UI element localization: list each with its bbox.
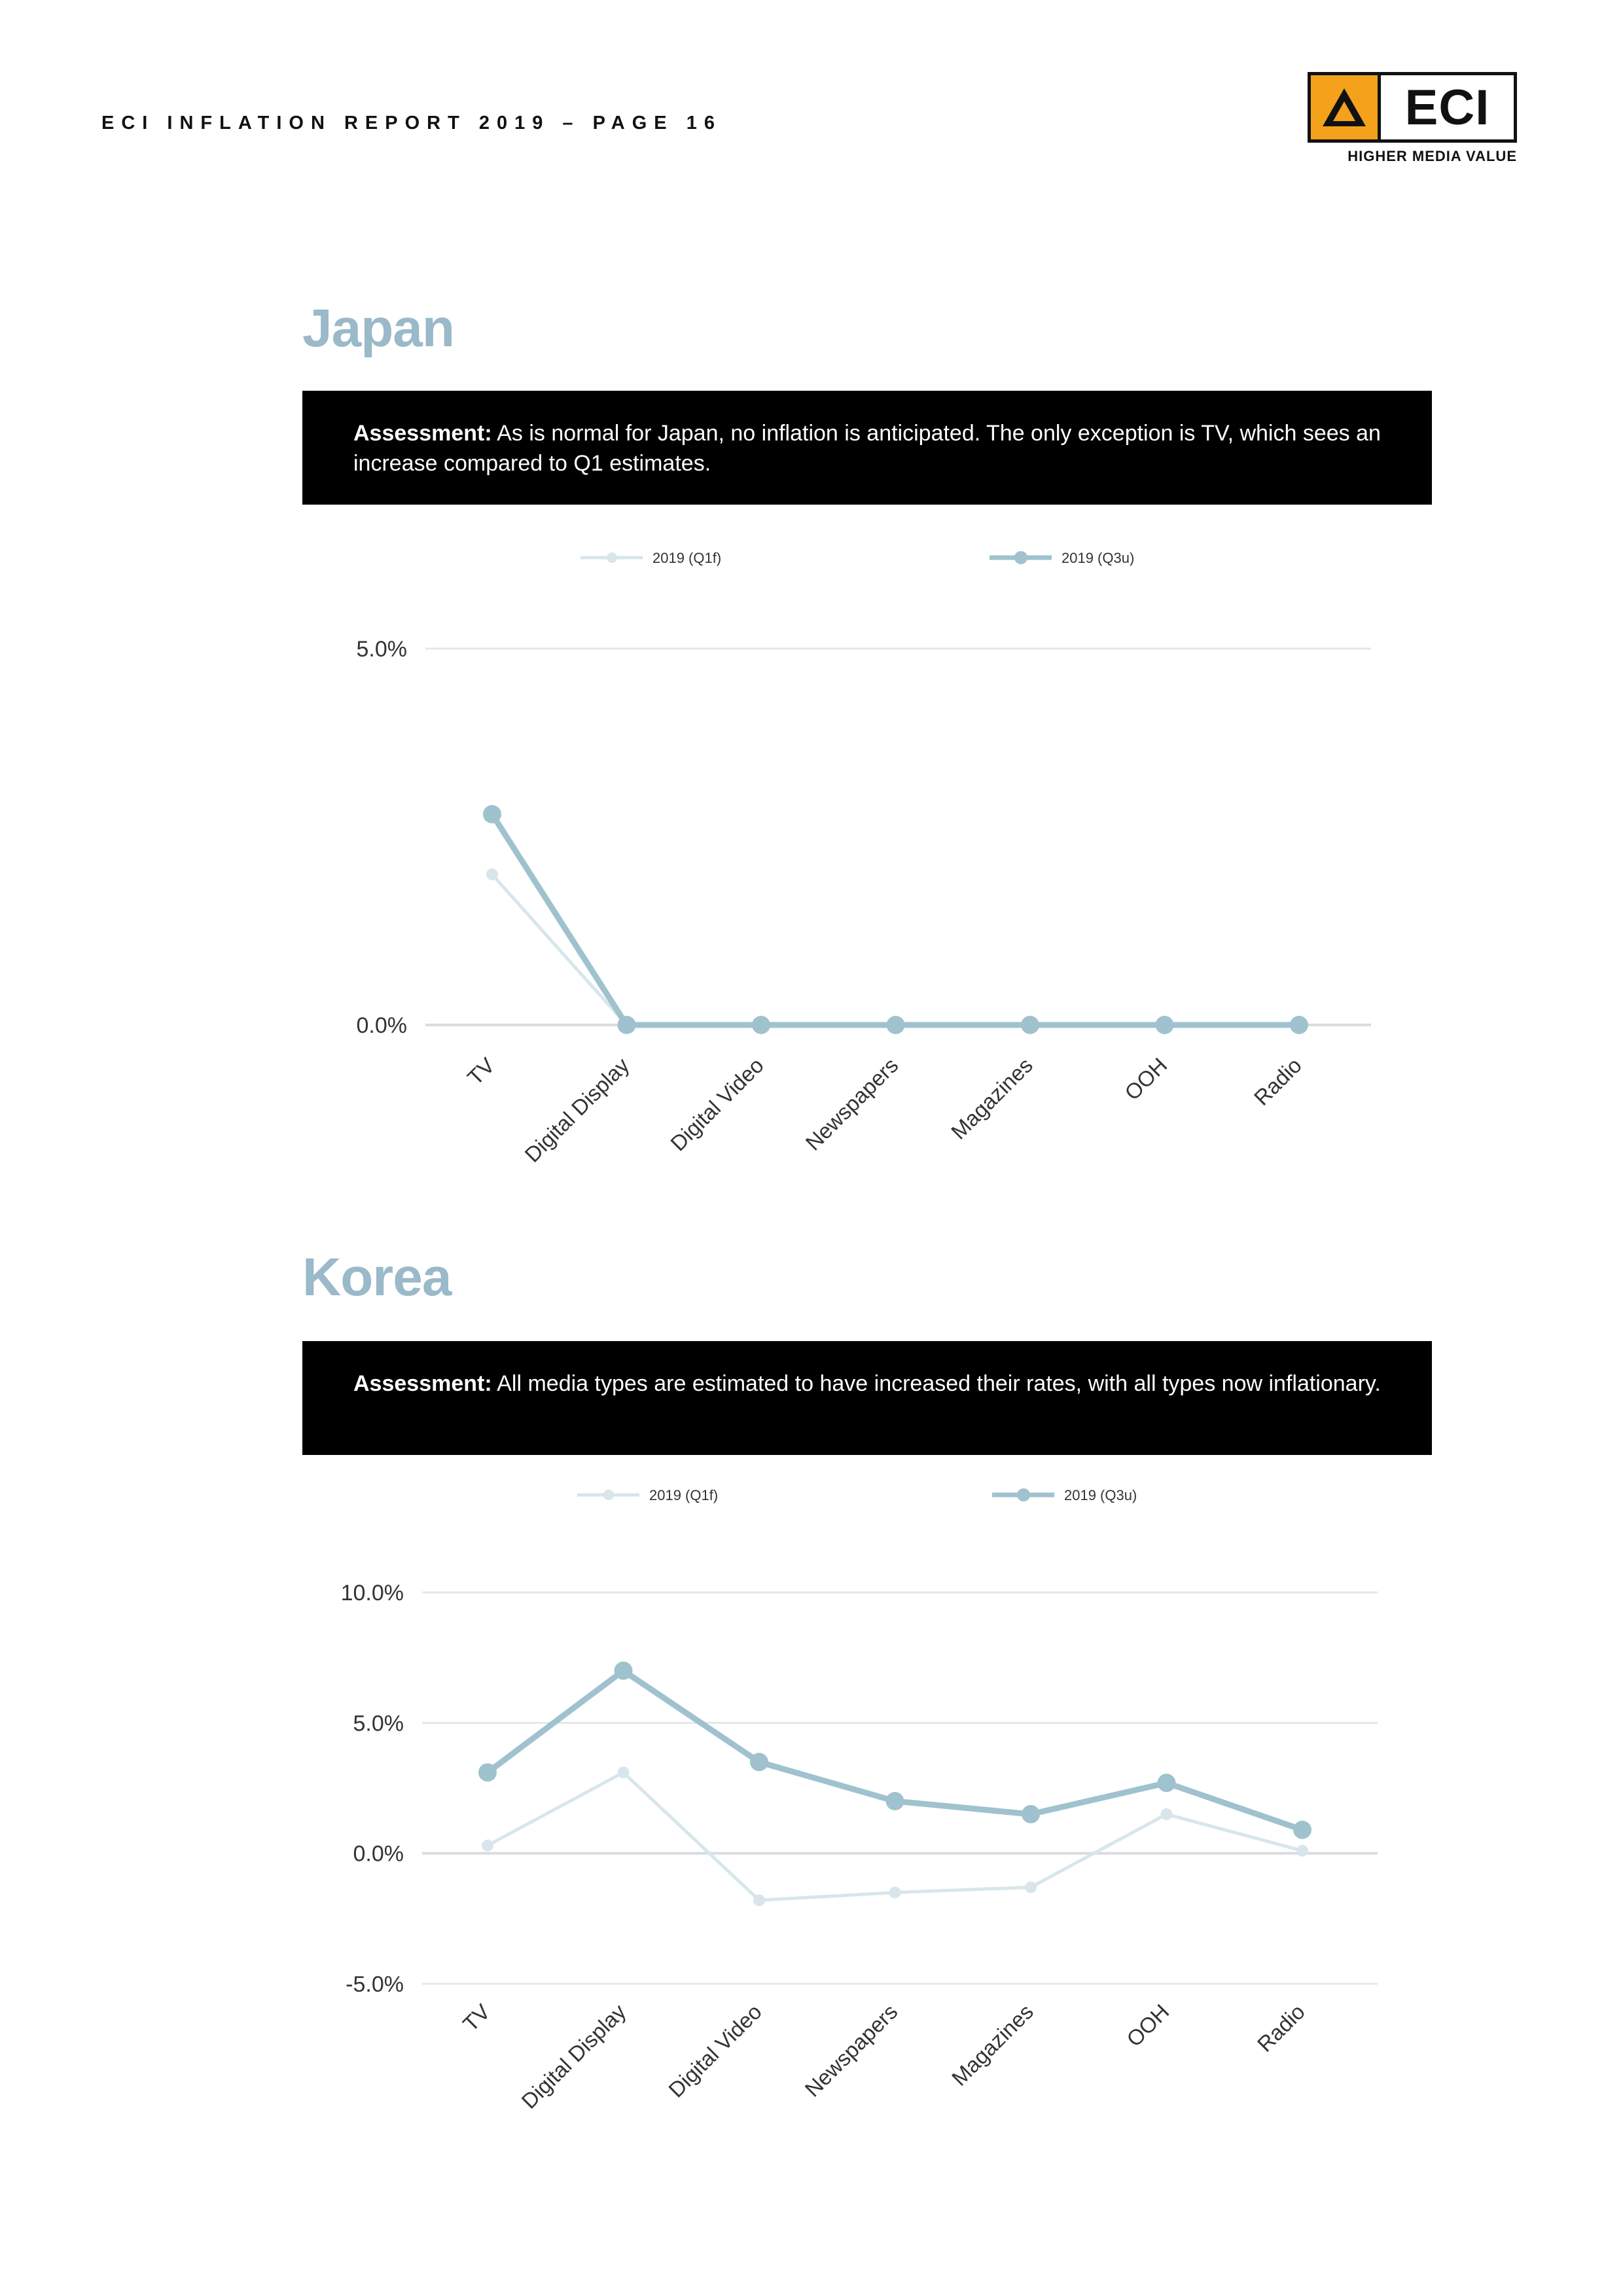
legend-item-2019-q3u bbox=[992, 1487, 1137, 1503]
data-point-2019-q1f-digital-video bbox=[753, 1894, 765, 1906]
y-tick-label: 0.0% bbox=[353, 1841, 404, 1867]
data-point-2019-q3u-digital-video bbox=[750, 1753, 768, 1771]
x-tick-label-radio: Radio bbox=[1252, 1999, 1310, 2056]
data-point-2019-q3u-ooh bbox=[1158, 1774, 1176, 1792]
data-point-2019-q3u-digital-display bbox=[618, 1016, 636, 1034]
legend-marker bbox=[603, 1490, 614, 1500]
x-tick-label-radio: Radio bbox=[1249, 1052, 1306, 1110]
data-point-2019-q1f-radio bbox=[1296, 1845, 1308, 1857]
data-point-2019-q1f-newspapers bbox=[889, 1886, 901, 1898]
logo-tagline: HIGHER MEDIA VALUE bbox=[1347, 148, 1517, 164]
arrow-logo-icon bbox=[1311, 75, 1381, 139]
korea-assessment-label: Assessment: bbox=[353, 1371, 492, 1396]
y-tick-label: 0.0% bbox=[356, 1013, 407, 1038]
x-tick-label-magazines: Magazines bbox=[946, 1999, 1038, 2090]
x-tick-label-ooh: OOH bbox=[1122, 1999, 1174, 2052]
x-tick-label-newspapers: Newspapers bbox=[800, 1999, 902, 2102]
data-point-2019-q1f-tv bbox=[486, 869, 498, 880]
data-point-2019-q1f-ooh bbox=[1161, 1808, 1173, 1820]
legend-label: 2019 (Q1f) bbox=[652, 550, 722, 566]
x-tick-label-newspapers: Newspapers bbox=[800, 1052, 903, 1155]
data-point-2019-q1f-digital-display bbox=[618, 1767, 630, 1778]
series-line-2019-q3u bbox=[492, 814, 1299, 1025]
x-tick-label-magazines: Magazines bbox=[946, 1052, 1037, 1144]
series-line-2019-q1f bbox=[488, 1772, 1302, 1900]
korea-line-chart bbox=[0, 1466, 1623, 2153]
x-tick-label-tv: TV bbox=[457, 1999, 495, 2036]
data-point-2019-q3u-magazines bbox=[1021, 1016, 1039, 1034]
legend-label: 2019 (Q3u) bbox=[1061, 550, 1135, 566]
japan-assessment-box bbox=[302, 391, 1432, 505]
x-tick-label-digital-video: Digital Video bbox=[664, 1999, 766, 2102]
data-point-2019-q3u-digital-video bbox=[752, 1016, 770, 1034]
legend-item-2019-q1f bbox=[577, 1487, 718, 1503]
eci-logo bbox=[1308, 72, 1517, 165]
data-point-2019-q1f-tv bbox=[482, 1840, 493, 1852]
data-point-2019-q3u-magazines bbox=[1022, 1805, 1040, 1823]
y-tick-label: 10.0% bbox=[340, 1581, 404, 1605]
data-point-2019-q3u-radio bbox=[1293, 1821, 1311, 1839]
data-point-2019-q3u-tv bbox=[483, 805, 501, 823]
data-point-2019-q3u-ooh bbox=[1156, 1016, 1174, 1034]
japan-line-chart bbox=[0, 524, 1623, 1178]
legend-item-2019-q3u bbox=[990, 550, 1134, 566]
korea-assessment-text: All media types are estimated to have increased their rates, with all types now inflationary. bbox=[497, 1371, 1381, 1396]
japan-assessment-label: Assessment: bbox=[353, 421, 492, 446]
report-header: ECI INFLATION REPORT 2019 – PAGE 16 bbox=[101, 113, 722, 134]
x-tick-label-digital-video: Digital Video bbox=[666, 1052, 768, 1156]
x-tick-label-tv: TV bbox=[462, 1052, 499, 1090]
y-tick-label: 5.0% bbox=[356, 637, 407, 662]
logo-box bbox=[1308, 72, 1517, 143]
legend-label: 2019 (Q1f) bbox=[649, 1487, 719, 1503]
legend-item-2019-q1f bbox=[580, 550, 721, 566]
logo-text: ECI bbox=[1404, 79, 1490, 135]
data-point-2019-q1f-magazines bbox=[1025, 1881, 1037, 1893]
japan-assessment-text: As is normal for Japan, no inflation is anticipated. The only exception is TV, which sees an increase compared to Q1 estimates. bbox=[353, 421, 1381, 476]
data-point-2019-q3u-digital-display bbox=[615, 1662, 633, 1680]
korea-assessment-box bbox=[302, 1341, 1432, 1455]
legend-label: 2019 (Q3u) bbox=[1064, 1487, 1137, 1503]
x-tick-label-ooh: OOH bbox=[1120, 1052, 1172, 1105]
legend-marker bbox=[1014, 551, 1027, 564]
x-tick-label-digital-display: Digital Display bbox=[516, 1999, 631, 2113]
data-point-2019-q3u-newspapers bbox=[886, 1792, 904, 1810]
korea-title: Korea bbox=[302, 1247, 452, 1307]
japan-title: Japan bbox=[302, 298, 454, 358]
data-point-2019-q3u-newspapers bbox=[887, 1016, 905, 1034]
legend-marker bbox=[607, 552, 617, 563]
data-point-2019-q3u-tv bbox=[478, 1763, 497, 1782]
y-tick-label: 5.0% bbox=[353, 1711, 404, 1736]
x-tick-label-digital-display: Digital Display bbox=[520, 1052, 634, 1167]
y-tick-label: -5.0% bbox=[346, 1972, 404, 1997]
data-point-2019-q3u-radio bbox=[1290, 1016, 1308, 1034]
legend-marker bbox=[1017, 1488, 1030, 1501]
